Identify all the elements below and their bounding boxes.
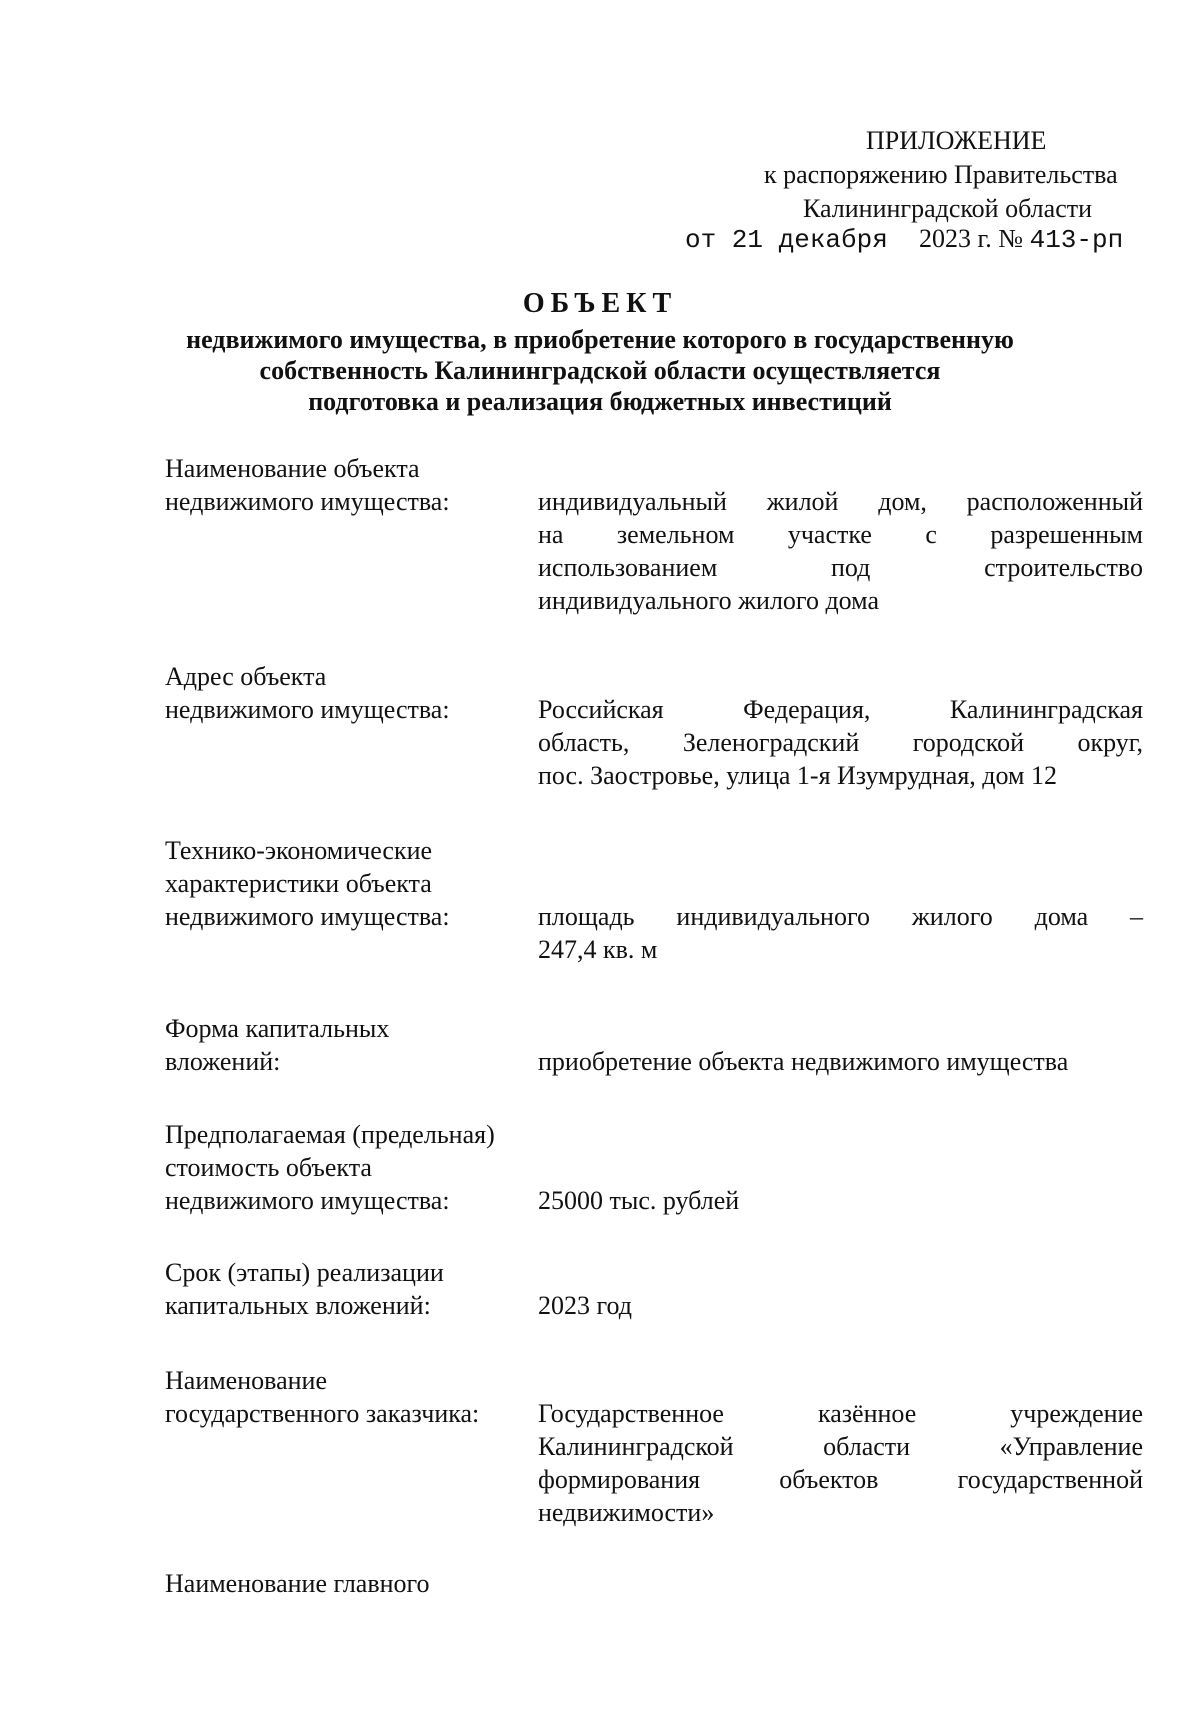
label-line: Срок (этапы) реализации — [165, 1258, 444, 1287]
value-line: Государственное казённое учреждение — [538, 1399, 1143, 1428]
date-prefix: от 21 декабря — [685, 225, 920, 255]
label-line: недвижимого имущества: — [165, 487, 450, 516]
value-line: индивидуального жилого дома — [538, 586, 879, 615]
label-line: недвижимого имущества: — [165, 1186, 450, 1215]
appendix-title: ПРИЛОЖЕНИЕ — [866, 126, 1047, 155]
document-subtitle — [150, 324, 1050, 417]
field-value-address — [538, 693, 1143, 792]
label-line: Форма капитальных — [165, 1014, 390, 1043]
field-label-name — [165, 452, 535, 518]
label-line: стоимость объекта — [165, 1153, 372, 1182]
value-line: Калининградской области «Управление — [538, 1432, 1143, 1461]
appendix-date — [685, 222, 1123, 257]
field-value-cost: 25000 тыс. рублей — [538, 1186, 740, 1215]
value-line: область, Зеленоградский городской округ, — [538, 728, 1143, 757]
field-label-investment-form — [165, 1012, 535, 1078]
subtitle-line-3: подготовка и реализация бюджетных инвестиций — [308, 387, 892, 416]
document-title: ОБЪЕКТ — [522, 288, 678, 319]
label-line: Адрес объекта — [165, 662, 327, 691]
value-line: недвижимости» — [538, 1498, 715, 1527]
field-label-customer — [165, 1364, 535, 1430]
label-line: недвижимого имущества: — [165, 902, 450, 931]
subtitle-line-1: недвижимого имущества, в приобретение которого в государственную — [186, 325, 1014, 354]
field-label-main-manager — [165, 1567, 535, 1600]
value-line: площадь индивидуального жилого дома – — [538, 902, 1143, 931]
label-line: характеристики объекта — [165, 869, 432, 898]
field-label-specs — [165, 834, 535, 933]
label-line: государственного заказчика: — [165, 1399, 480, 1428]
field-label-address — [165, 660, 535, 726]
document-number: 413-рп — [1029, 225, 1124, 255]
field-value-investment-form: приобретение объекта недвижимого имущества — [538, 1047, 1069, 1076]
value-line: индивидуальный жилой дом, расположенный — [538, 487, 1143, 516]
field-value-term: 2023 год — [538, 1291, 632, 1320]
label-line: Технико-экономические — [165, 836, 433, 865]
date-year: 2023 г. № — [919, 224, 1030, 253]
field-value-customer — [538, 1397, 1143, 1529]
subtitle-line-2: собственность Калининградской области осуществляется — [259, 356, 941, 385]
label-line: недвижимого имущества: — [165, 695, 450, 724]
label-line: Наименование главного — [165, 1569, 430, 1598]
appendix-line-1: к распоряжению Правительства — [764, 160, 1118, 189]
value-line: пос. Заостровье, улица 1-я Изумрудная, дом 12 — [538, 761, 1057, 790]
label-line: капитальных вложений: — [165, 1291, 431, 1320]
value-line: использованием под строительство — [538, 553, 1143, 582]
appendix-line-2: Калининградской области — [803, 194, 1093, 223]
field-label-cost — [165, 1118, 535, 1217]
label-line: Предполагаемая (предельная) — [165, 1120, 495, 1149]
label-line: Наименование — [165, 1366, 327, 1395]
value-line: 247,4 кв. м — [538, 935, 658, 964]
field-value-name — [538, 485, 1143, 617]
value-line: Российская Федерация, Калининградская — [538, 695, 1143, 724]
field-value-specs — [538, 900, 1143, 966]
label-line: вложений: — [165, 1047, 281, 1076]
label-line: Наименование объекта — [165, 454, 420, 483]
value-line: формирования объектов государственной — [538, 1465, 1143, 1494]
field-label-term — [165, 1256, 535, 1322]
value-line: на земельном участке с разрешенным — [538, 520, 1143, 549]
